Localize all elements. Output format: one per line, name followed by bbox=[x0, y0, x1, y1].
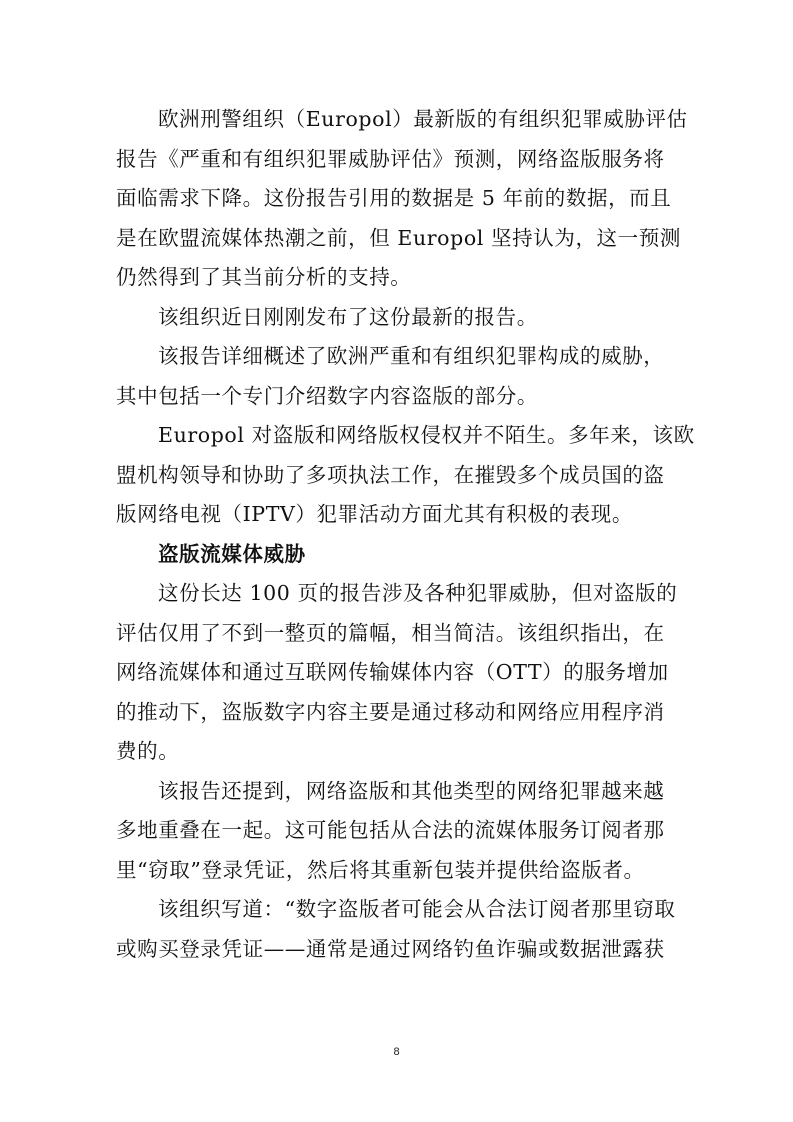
text-line: 这份长达 100 页的报告涉及各种犯罪威胁，但对盗版的 bbox=[158, 581, 678, 605]
text-line: 或购买登录凭证——通常是通过网络钓鱼诈骗或数据泄露获 bbox=[116, 936, 665, 961]
text-line: 该报告还提到，网络盗版和其他类型的网络犯罪越来越 bbox=[158, 778, 665, 803]
text-line: 其中包括一个专门介绍数字内容盗版的部分。 bbox=[116, 383, 538, 408]
text-line: 欧洲刑警组织（Europol）最新版的有组织犯罪威胁评估 bbox=[158, 107, 688, 131]
text-line: 是在欧盟流媒体热潮之前，但 Europol 坚持认为，这一预测 bbox=[116, 225, 681, 250]
text-line: 多地重叠在一起。这可能包括从合法的流媒体服务订阅者那 bbox=[116, 818, 665, 842]
text-line: 该报告详细概述了欧洲严重和有组织犯罪构成的威胁， bbox=[158, 344, 665, 368]
text-line: 该组织近日刚刚发布了这份最新的报告。 bbox=[158, 304, 538, 329]
text-line: 费的。 bbox=[116, 739, 180, 763]
paragraph bbox=[116, 890, 684, 969]
paragraph bbox=[116, 100, 688, 298]
section-heading: 盗版流媒体威胁 bbox=[158, 541, 306, 566]
paragraph bbox=[116, 772, 684, 891]
text-line: Europol 对盗版和网络版权侵权并不陌生。多年来，该欧 bbox=[158, 423, 695, 447]
text-line: 该组织写道：“数字盗版者可能会从合法订阅者那里窃取 bbox=[158, 897, 676, 921]
text-line: 报告《严重和有组织犯罪威胁评估》预测，网络盗版服务将 bbox=[116, 146, 665, 171]
paragraph bbox=[116, 574, 684, 772]
document-body bbox=[116, 100, 695, 969]
text-line: 网络流媒体和通过互联网传输媒体内容（OTT）的服务增加 bbox=[116, 660, 669, 684]
text-line: 版网络电视（IPTV）犯罪活动方面尤其有积极的表现。 bbox=[116, 502, 633, 526]
text-line: 里“窃取”登录凭证，然后将其重新包装并提供给盗版者。 bbox=[116, 857, 645, 882]
page-number: 8 bbox=[393, 1046, 400, 1058]
paragraph bbox=[116, 416, 695, 535]
text-line: 的推动下，盗版数字内容主要是通过移动和网络应用程序消 bbox=[116, 699, 665, 724]
text-line: 盟机构领导和协助了多项执法工作，在摧毁多个成员国的盗 bbox=[116, 462, 665, 487]
paragraph bbox=[116, 298, 684, 338]
paragraph bbox=[116, 337, 684, 416]
text-line: 评估仅用了不到一整页的篇幅，相当简洁。该组织指出，在 bbox=[116, 620, 665, 645]
text-line: 仍然得到了其当前分析的支持。 bbox=[116, 265, 412, 289]
text-line: 面临需求下降。这份报告引用的数据是 5 年前的数据，而且 bbox=[116, 186, 672, 210]
